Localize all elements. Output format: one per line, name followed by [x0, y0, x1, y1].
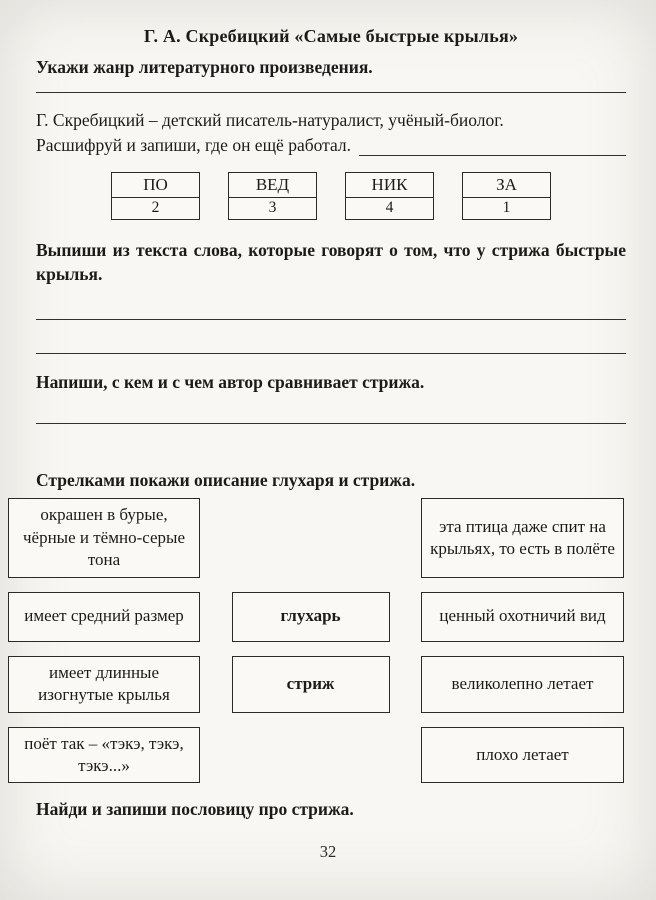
syllable-box-3: [345, 172, 434, 220]
task-proverb-text: Найди и запиши пословицу про стрижа.: [36, 799, 354, 820]
syllable-number: 3: [268, 199, 277, 217]
author-bio-text: Г. Скребицкий – детский писатель-натуралист, учёный-биолог.: [36, 110, 504, 131]
task-matching-text: Стрелками покажи описание глухаря и стрижа.: [36, 470, 416, 491]
compare-answer-line[interactable]: [36, 394, 626, 424]
syllable-box-2: [228, 172, 317, 220]
decode-task-row: [36, 135, 626, 156]
genre-answer-line[interactable]: [36, 79, 626, 93]
syllable-label: НИК: [346, 173, 433, 198]
page-number: 32: [319, 842, 337, 861]
page-title: Г. А. Скребицкий «Самые быстрые крылья»: [143, 26, 519, 46]
match-right-box-2[interactable]: ценный охотничий вид: [421, 592, 624, 642]
decode-answer-line[interactable]: [359, 150, 626, 156]
match-center-box-strizh[interactable]: стриж: [232, 656, 390, 713]
task-fast-wings-text: Выпиши из текста слова, которые говорят о том, что у стрижа быстрые крылья.: [36, 239, 626, 284]
syllable-label: ВЕД: [229, 173, 316, 198]
match-right-box-1[interactable]: эта птица даже спит на крыльях, то есть в полёте: [421, 498, 624, 577]
match-left-box-2[interactable]: имеет средний размер: [8, 592, 200, 642]
syllable-number: 1: [502, 199, 511, 217]
syllable-number: 4: [385, 199, 394, 217]
syllable-label: ПО: [112, 173, 199, 198]
fast-wings-answer-line-2[interactable]: [36, 320, 626, 354]
syllable-boxes-row: [36, 172, 626, 220]
match-right-box-3[interactable]: великолепно летает: [421, 656, 624, 713]
syllable-label: ЗА: [463, 173, 550, 198]
decode-task-text: Расшифруй и запиши, где он ещё работал.: [36, 134, 352, 155]
match-center-box-glukhar[interactable]: глухарь: [232, 592, 390, 642]
syllable-box-1: [111, 172, 200, 220]
task-genre-text: Укажи жанр литературного произведения.: [36, 57, 373, 77]
matching-grid: [8, 498, 624, 783]
task-compare-text: Напиши, с кем и с чем автор сравнивает стрижа.: [36, 372, 425, 393]
match-left-box-4[interactable]: поёт так – «тэкэ, тэкэ, тэкэ...»: [8, 727, 200, 784]
syllable-box-4: [462, 172, 551, 220]
fast-wings-answer-line-1[interactable]: [36, 286, 626, 320]
match-left-box-1[interactable]: окрашен в бурые, чёрные и тёмно-серые тона: [8, 498, 200, 577]
match-left-box-3[interactable]: имеет длинные изогнутые крылья: [8, 656, 200, 713]
match-right-box-4[interactable]: плохо летает: [421, 727, 624, 784]
syllable-number: 2: [151, 199, 160, 217]
